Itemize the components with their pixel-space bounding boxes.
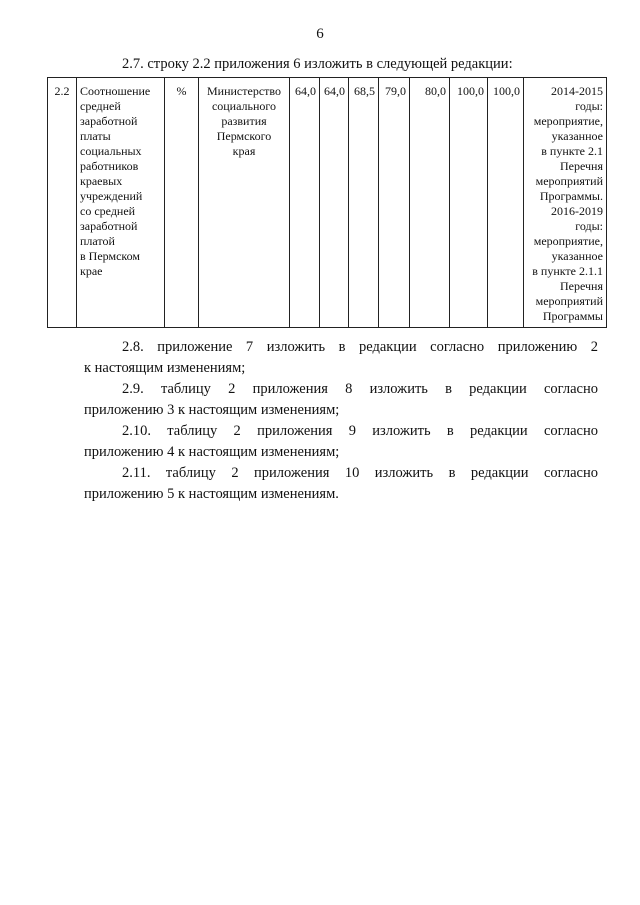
value-cell-5: 80,0 xyxy=(410,78,450,328)
value-cell-1: 64,0 xyxy=(290,78,320,328)
intro-line: 2.7. строку 2.2 приложения 6 изложить в следующей редакции: xyxy=(122,56,513,72)
value-cell-7: 100,0 xyxy=(488,78,524,328)
page-number: 6 xyxy=(316,26,324,42)
value-cell-6: 100,0 xyxy=(450,78,488,328)
executor-cell: Министерство социального развития Пермского края xyxy=(199,78,290,328)
indicator-table xyxy=(47,77,607,328)
indicator-name-cell: Соотношение средней заработной платы социальных работников краевых учреждений со средней заработной платой в Пермском крае xyxy=(77,78,165,328)
paragraph-2-11: 2.11. таблицу 2 приложения 10 изложить в редакции согласно приложению 5 к настоящим изменениям. xyxy=(84,465,598,502)
paragraph-2-8: 2.8. приложение 7 изложить в редакции согласно приложению 2 к настоящим изменениям; xyxy=(84,339,598,376)
notes-cell: 2014-2015 годы: мероприятие, указанное в пункте 2.1 Перечня мероприятий Программы. 2016-2019 годы: мероприятие, указанное в пункте 2.1.1 Перечня мероприятий Программы xyxy=(524,78,607,328)
paragraph-2-10: 2.10. таблицу 2 приложения 9 изложить в редакции согласно приложению 4 к настоящим изменениям; xyxy=(84,423,598,460)
value-cell-3: 68,5 xyxy=(349,78,379,328)
table-row xyxy=(48,78,607,328)
unit-cell: % xyxy=(165,78,199,328)
value-cell-2: 64,0 xyxy=(320,78,349,328)
row-number-cell: 2.2 xyxy=(48,78,77,328)
paragraph-2-9: 2.9. таблицу 2 приложения 8 изложить в редакции согласно приложению 3 к настоящим изменениям; xyxy=(84,381,598,418)
value-cell-4: 79,0 xyxy=(379,78,410,328)
